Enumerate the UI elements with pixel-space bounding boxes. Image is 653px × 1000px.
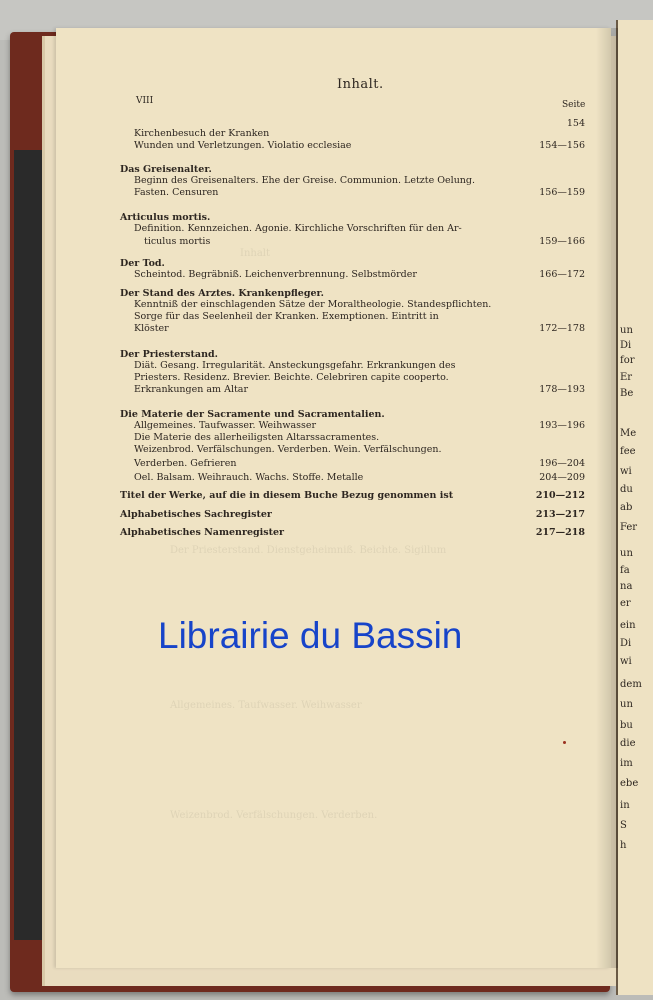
- right-page-fragment: Di: [620, 340, 632, 351]
- toc-entry-text: Oel. Balsam. Weihrauch. Wachs. Stoffe. Metalle: [134, 472, 364, 483]
- right-page-fragment: un: [620, 548, 633, 559]
- toc-entry-pages: 156—159: [539, 187, 585, 198]
- toc-entry-text: Allgemeines. Taufwasser. Weihwasser: [134, 420, 317, 431]
- seite-label: Seite: [562, 100, 586, 110]
- right-page-fragment: Di: [620, 638, 632, 649]
- ink-spot: [563, 741, 566, 744]
- right-page-fragment: Be: [620, 388, 634, 399]
- toc-entry-text: Kirchenbesuch der Kranken: [134, 128, 270, 139]
- toc-entry-pages: 210—212: [535, 490, 585, 501]
- toc-entry-text: Alphabetisches Sachregister: [120, 509, 272, 520]
- right-page-fragment: Fer: [620, 522, 638, 533]
- right-page-fragment: ein: [620, 620, 636, 631]
- toc-entry-text: Weizenbrod. Verfälschungen. Verderben. Wein. Verfälschungen.: [134, 444, 442, 455]
- toc-entry-text: Titel der Werke, auf die in diesem Buche Bezug genommen ist: [120, 490, 454, 501]
- right-page-fragment: dem: [620, 679, 642, 690]
- toc-entry-text: Die Materie des allerheiligsten Altarssacramentes.: [134, 432, 380, 443]
- right-page-fragment: die: [620, 738, 636, 749]
- toc-entry-text: Articulus mortis.: [120, 212, 211, 223]
- toc-entry-text: Alphabetisches Namenregister: [120, 527, 285, 538]
- right-page-fragment: fee: [620, 446, 636, 457]
- right-page-fragment: bu: [620, 720, 633, 731]
- toc-entry-text: Klöster: [134, 323, 169, 334]
- toc-entry-pages: 159—166: [539, 236, 585, 247]
- toc-entry-pages: 196—204: [539, 458, 585, 469]
- toc-entry-pages: 154: [566, 118, 585, 129]
- right-page-fragment: Er: [620, 372, 633, 383]
- right-page-fragment: fa: [620, 565, 630, 576]
- watermark-text: Librairie du Bassin: [158, 615, 463, 656]
- toc-entry-pages: 154—156: [539, 140, 585, 151]
- toc-entry-pages: 166—172: [539, 269, 585, 280]
- toc-entry-pages: 172—178: [539, 323, 585, 334]
- right-page-fragment: wi: [620, 466, 632, 477]
- right-page-fragment: for: [620, 355, 635, 366]
- toc-entry-text: Definition. Kennzeichen. Agonie. Kirchliche Vorschriften für den Ar-: [134, 223, 462, 234]
- toc-entry-text: Sorge für das Seelenheil der Kranken. Exemptionen. Eintritt in: [134, 311, 439, 322]
- toc-entry-text: Der Priesterstand.: [120, 349, 218, 360]
- toc-entry-text: Kenntniß der einschlagenden Sätze der Moraltheologie. Standespflichten.: [134, 299, 492, 310]
- gutter-shadow: [596, 28, 618, 968]
- right-page-fragment: na: [620, 581, 633, 592]
- toc-entry-text: Die Materie der Sacramente und Sacramentalien.: [120, 409, 385, 420]
- toc-entry-pages: 217—218: [535, 527, 585, 538]
- bleed-through-text: Weizenbrod. Verfälschungen. Verderben.: [170, 810, 378, 821]
- toc-entry-text: Scheintod. Begräbniß. Leichenverbrennung. Selbstmörder: [134, 269, 417, 280]
- right-page-fragment: Me: [620, 428, 637, 439]
- right-page-fragment: un: [620, 699, 633, 710]
- toc-entry-text: Wunden und Verletzungen. Violatio ecclesiae: [134, 140, 352, 151]
- right-page-fragment: im: [620, 758, 633, 769]
- toc-entry-text: Der Tod.: [120, 258, 165, 269]
- right-page-fragment: er: [620, 598, 631, 609]
- right-page-fragment: ab: [620, 502, 633, 513]
- toc-entry-text: Verderben. Gefrieren: [134, 458, 237, 469]
- toc-entry-text: ticulus mortis: [144, 236, 211, 247]
- bleed-through-text: Der Priesterstand. Dienstgeheimniß. Beichte. Sigillum: [170, 545, 447, 556]
- right-page-fragment: wi: [620, 656, 632, 667]
- right-page-fragment: ebe: [620, 778, 639, 789]
- bleed-through-text: Allgemeines. Taufwasser. Weihwasser: [170, 700, 362, 711]
- right-page-fragment: S: [620, 820, 627, 831]
- toc-entry-text: Erkrankungen am Altar: [134, 384, 249, 395]
- toc-entry-pages: 178—193: [539, 384, 585, 395]
- page-header-title: Inhalt.: [337, 77, 384, 92]
- right-page-fragment: in: [620, 800, 630, 811]
- toc-entry-text: Das Greisenalter.: [120, 164, 212, 175]
- toc-entry-text: Beginn des Greisenalters. Ehe der Greise. Communion. Letzte Oelung.: [134, 175, 476, 186]
- toc-entry-pages: 193—196: [539, 420, 585, 431]
- toc-entry-text: Fasten. Censuren: [134, 187, 219, 198]
- toc-entry-text: Priesters. Residenz. Brevier. Beichte. Celebriren capite cooperto.: [134, 372, 449, 383]
- bleed-through-text: Inhalt: [240, 248, 271, 259]
- right-page-fragment: h: [620, 840, 627, 851]
- toc-entry-pages: 213—217: [535, 509, 585, 520]
- toc-entry-pages: 204—209: [539, 472, 585, 483]
- toc-entry-text: Der Stand des Arztes. Krankenpfleger.: [120, 288, 324, 299]
- right-page-fragment: du: [620, 484, 633, 495]
- right-page-fragment: un: [620, 325, 633, 336]
- page-number: VIII: [136, 96, 154, 106]
- toc-entry-text: Diät. Gesang. Irregularität. Ansteckungsgefahr. Erkrankungen des: [134, 360, 456, 371]
